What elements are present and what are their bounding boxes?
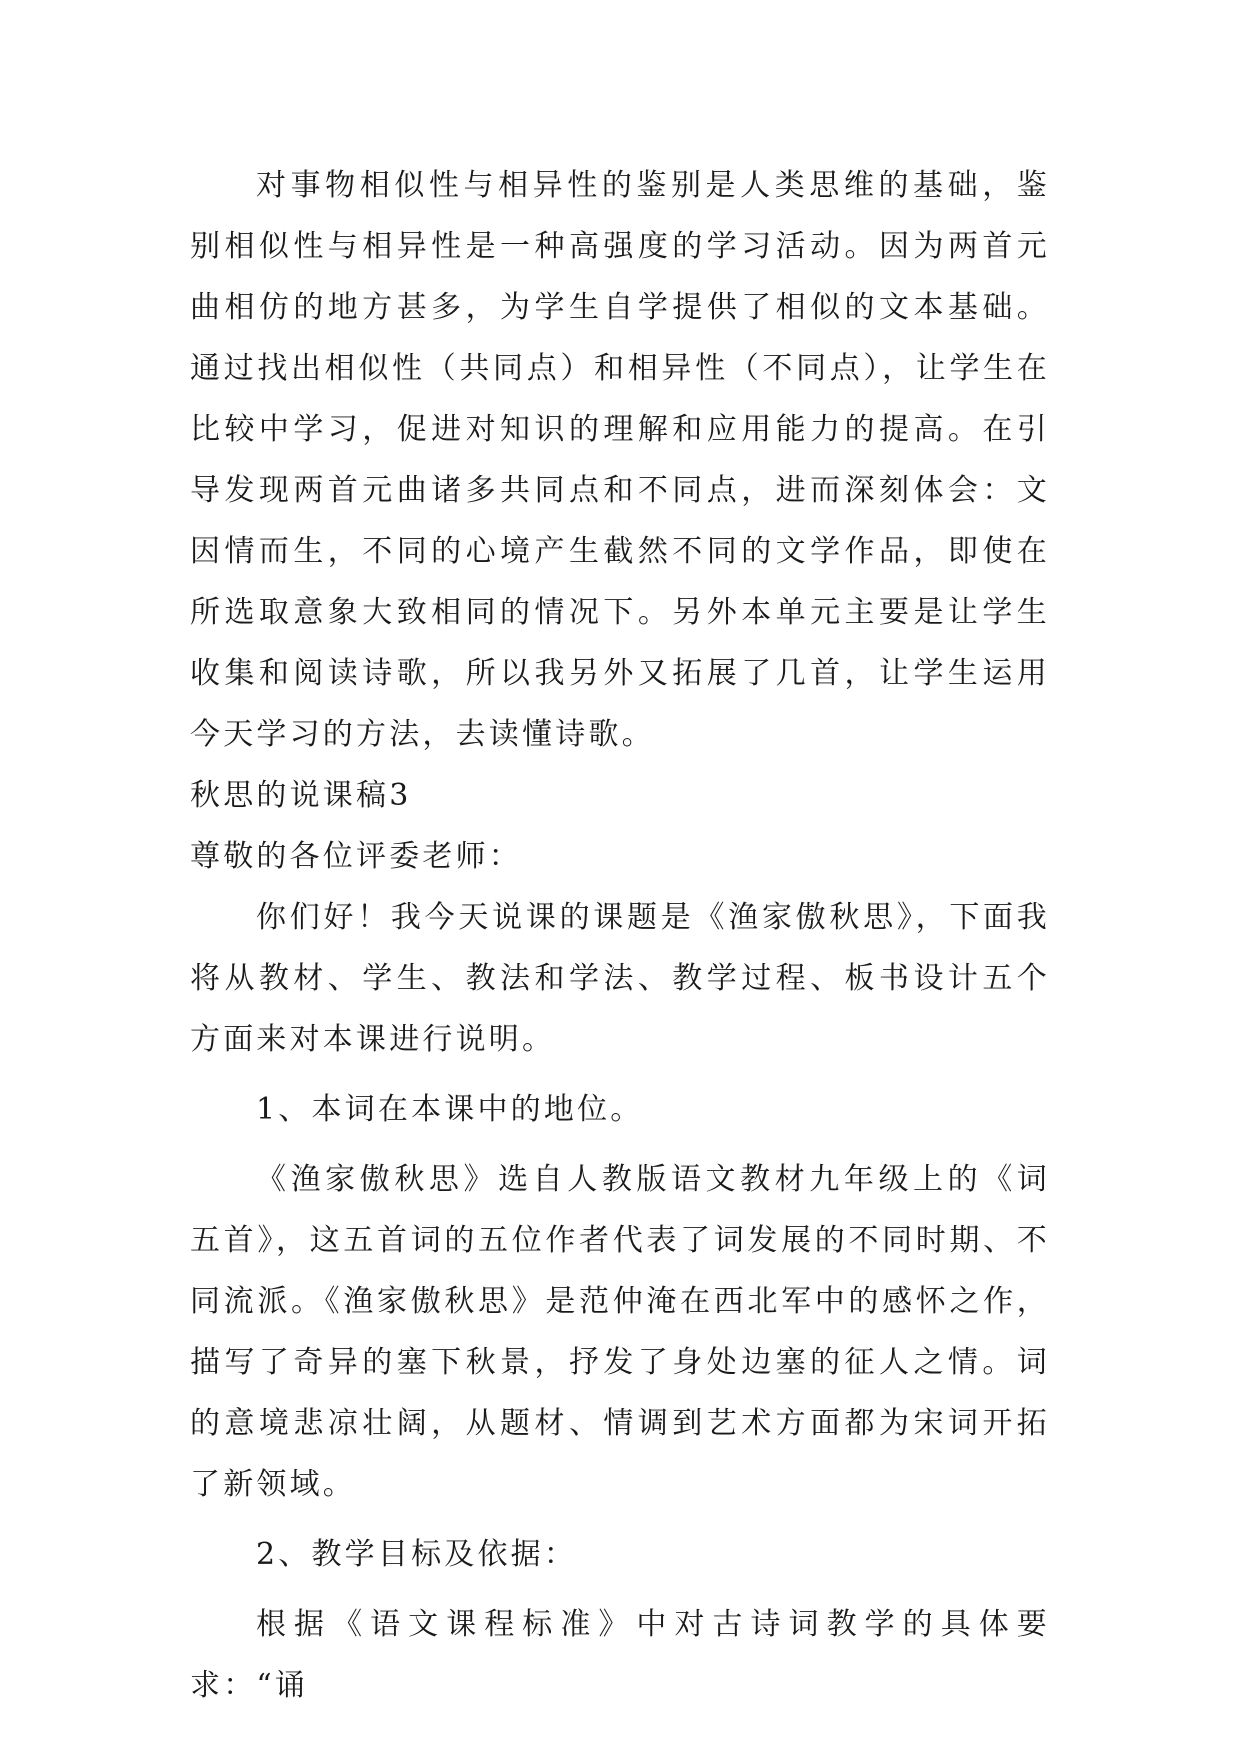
subheading-position: 1、本词在本课中的地位。 [256,1092,644,1127]
paragraph-comparison-method: 对事物相似性与相异性的鉴别是人类思维的基础，鉴别相似性与相异性是一种高强度的学习活动。因为两首元曲相仿的地方甚多，为学生自学提供了相似的文本基础。通过找出相似性（共同点）和相异性（不同点），让学生在比较中学习，促进对知识的理解和应用能力的提高。在引导发现两首元曲诸多共同点和不同点，进而深刻体会：文因情而生，不同的心境产生截然不同的文学作品，即使在所选取意象大致相同的情况下。另外本单元主要是让学生收集和阅读诗歌，所以我另外又拓展了几首，让学生运用今天学习的方法，去读懂诗歌。 [190,168,1050,752]
paragraph-textbook: 《渔家傲秋思》选自人教版语文教材九年级上的《词五首》，这五首词的五位作者代表了词发展的不同时期、不同流派。《渔家傲秋思》是范仲淹在西北军中的感怀之作，描写了奇异的塞下秋景，抒发了身处边塞的征人之情。词的意境悲凉壮阔，从题材、情调到艺术方面都为宋词开拓了新领域。 [190,1162,1050,1502]
paragraph-introduction: 你们好！我今天说课的课题是《渔家傲秋思》，下面我将从教材、学生、教法和学法、教学过程、板书设计五个方面来对本课进行说明。 [190,900,1050,1057]
subheading-objectives: 2、教学目标及依据： [256,1537,578,1572]
section-heading: 秋思的说课稿3 [190,778,412,813]
salutation: 尊敬的各位评委老师： [190,839,522,874]
document-page [190,155,1050,1716]
paragraph-standards: 根据《语文课程标准》中对古诗词教学的具体要求：“诵 [190,1607,1050,1703]
